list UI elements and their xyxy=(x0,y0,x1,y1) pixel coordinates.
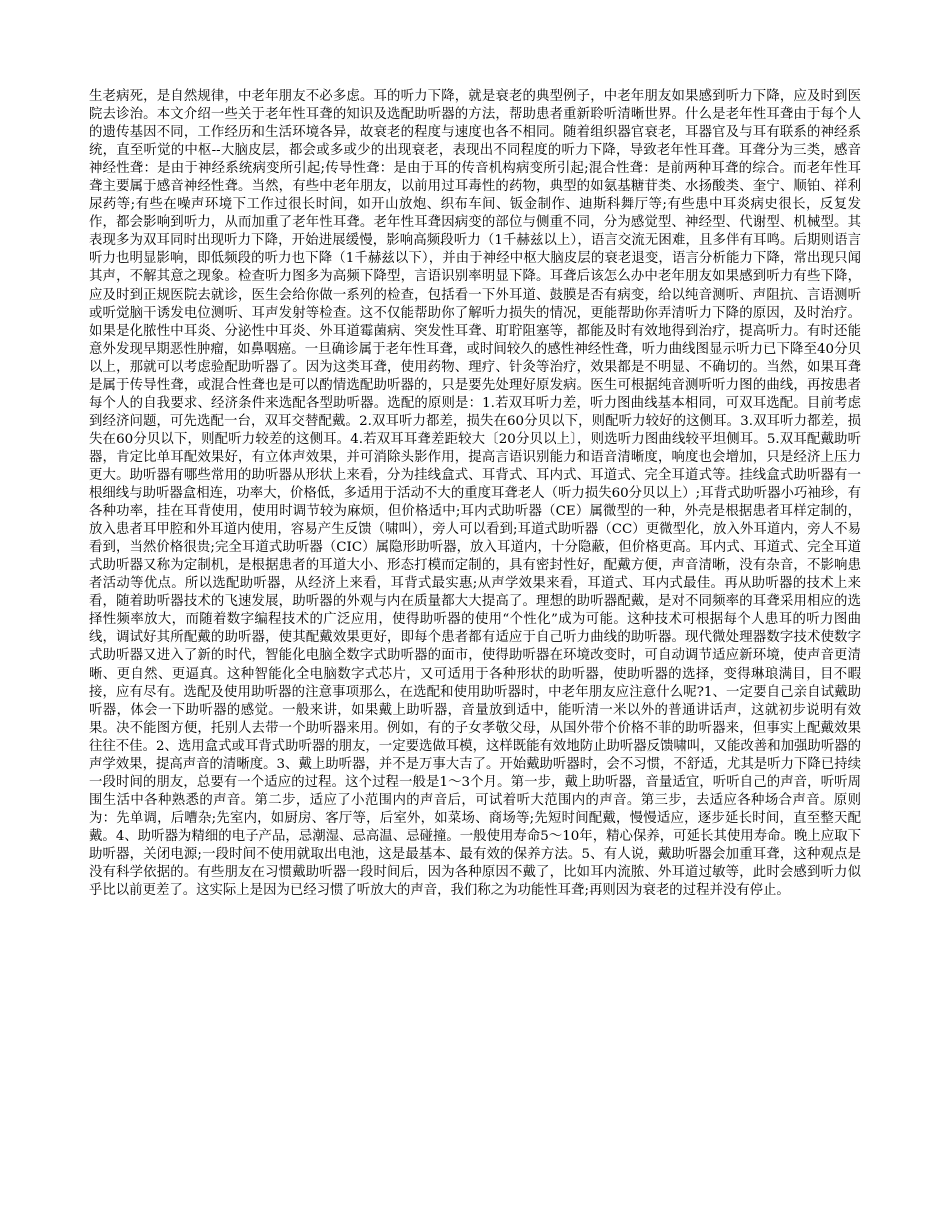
article-body-paragraph: 生老病死，是自然规律，中老年朋友不必多虑。耳的听力下降，就是衰老的典型例子，中老年朋友如果感到听力下降，应及时到医院去诊治。本文介绍一些关于老年性耳聋的知识及选配助听器的方法，帮助患者重新聆听清晰世界。什么是老年性耳聋由于每个人的遗传基因不同，工作经历和生活环境各异，故衰老的程度与速度也各不相同。随着组织器官衰老，耳器官及与耳有联系的神经系统，直至听觉的中枢--大脑皮层，都会或多或少的出现衰老，表现出不同程度的听力下降，导致老年性耳聋。耳聋分为三类，感音神经性聋：是由于神经系统病变所引起;传导性聋：是由于耳的传音机构病变所引起;混合性聋：是前两种耳聋的综合。而老年性耳聋主要属于感音神经性聋。当然，有些中老年朋友，以前用过耳毒性的药物，典型的如氨基糖苷类、水扬酸类、奎宁、顺铂、祥利尿药等;有些在噪声环境下工作过很长时间，如开山放炮、织布车间、钣金制作、迪斯科舞厅等;有些患中耳炎病史很长，反复发作，都会影响到听力，从而加重了老年性耳聋。老年性耳聋因病变的部位与侧重不同，分为感觉型、神经型、代谢型、机械型。其表现多为双耳同时出现听力下降，开始进展缓慢，影响高频段听力（1千赫兹以上），语言交流无困难，且多伴有耳鸣。后期则语言听力也明显影响，即低频段的听力也下降（1千赫兹以下），并由于神经中枢大脑皮层的衰老退变，语言分析能力下降，常出现只闻其声，不解其意之现象。检查听力图多为高频下降型，言语识别率明显下降。耳聋后该怎么办中老年朋友如果感到听力有些下降，应及时到正规医院去就诊，医生会给你做一系列的检查，包括看一下外耳道、鼓膜是否有病变，给以纯音测听、声阻抗、言语测听或听觉脑干诱发电位测听、耳声发射等检查。这不仅能帮助你了解听力损失的情况，更能帮助你弄清听力下降的原因，及时治疗。如果是化脓性中耳炎、分泌性中耳炎、外耳道霉菌病、突发性耳聋、耵聍阻塞等，都能及时有效地得到治疗，提高听力。有时还能意外发现早期恶性肿瘤，如鼻咽癌。一旦确诊属于老年性耳聋，或时间较久的感性神经性聋，听力曲线图显示听力已下降至40分贝以上，那就可以考虑验配助听器了。因为这类耳聋，使用药物、理疗、针灸等治疗，效果都是不明显、不确切的。当然，如果耳聋是属于传导性聋，或混合性聋也是可以酌情选配助听器的，只是要先处理好原发病。医生可根据纯音测听听力图的曲线，再按患者每个人的自我要求、经济条件来选配各型助听器。选配的原则是：1.若双耳听力差，听力图曲线基本相同，可双耳选配。目前考虑到经济问题，可先选配一台，双耳交替配戴。2.双耳听力都差，损失在60分贝以下，则配听力较好的这侧耳。3.双耳听力都差，损失在60分贝以下，则配听力较差的这侧耳。4.若双耳耳聋差距较大〔20分贝以上〕，则选听力图曲线较平坦侧耳。5.双耳配戴助听器，肯定比单耳配效果好，有立体声效果，并可消除头影作用，提高言语识别能力和语音清晰度，响度也会增加，只是经济上压力更大。助听器有哪些常用的助听器从形状上来看，分为挂线盒式、耳背式、耳内式、耳道式、完全耳道式等。挂线盒式助听器有一根细线与助听器盒相连，功率大，价格低，多适用于活动不大的重度耳聋老人（听力损失60分贝以上）;耳背式助听器小巧袖珍，有各种功率，挂在耳背使用，使用时调节较为麻烦，但价格适中;耳内式助听器（CE）属微型的一种，外壳是根据患者耳样定制的，放入患者耳甲腔和外耳道内使用，容易产生反馈（啸叫），旁人可以看到;耳道式助听器（CC）更微型化，放入外耳道内，旁人不易看到，当然价格很贵;完全耳道式助听器（CIC）属隐形助听器，放入耳道内，十分隐蔽，但价格更高。耳内式、耳道式、完全耳道式助听器又称为定制机，是根据患者的耳道大小、形态打模而定制的，具有密封性好，配戴方便，声音清晰，没有杂音，不影响患者活动等优点。所以选配助听器，从经济上来看，耳背式最实惠;从声学效果来看，耳道式、耳内式最佳。再从助听器的技术上来看，随着助听器技术的飞速发展，助听器的外观与内在质量都大大提高了。理想的助听器配戴，是对不同频率的耳聋采用相应的选择性频率放大，而随着数字编程技术的广泛应用，使得助听器的使用“个性化”成为可能。这种技术可根据每个人患耳的听力图曲线，调试好其所配戴的助听器，使其配戴效果更好，即每个患者都有适应于自己听力曲线的助听器。现代微处理器数字技术使数字式助听器又进入了新的时代，智能化电脑全数字式助听器的面市，使得助听器在环境改变时，可自动调节适应新环境，使声音更清晰、更自然、更逼真。这种智能化全电脑数字式芯片，又可适用于各种形状的助听器，使助听器的选择，变得琳琅满目，目不暇接，应有尽有。选配及使用助听器的注意事项那么，在选配和使用助听器时，中老年朋友应注意什么呢?1、一定要自己亲自试戴助听器，体会一下助听器的感觉。一般来讲，如果戴上助听器，音量放到适中，能听清一米以外的普通讲话声，这就初步说明有效果。决不能图方便，托别人去带一个助听器来用。例如，有的子女孝敬父母，从国外带个价格不菲的助听器来，但事实上配戴效果往往不佳。2、选用盒式或耳背式助听器的朋友，一定要选做耳模，这样既能有效地防止助听器反馈啸叫，又能改善和加强助听器的声学效果，提高声音的清晰度。3、戴上助听器，并不是万事大吉了。开始戴助听器时，会不习惯，不舒适，尤其是听力下降已持续一段时间的朋友，总要有一个适应的过程。这个过程一般是1～3个月。第一步，戴上助听器，音量适宜，听听自己的声音，听听周围生活中各种熟悉的声音。第二步，适应了小范围内的声音后，可试着听大范围内的声音。第三步，去适应各种场合声音。原则为：先单调，后嘈杂;先室内，如厨房、客厅等，后室外，如菜场、商场等;先短时间配戴，慢慢适应，逐步延长时间，直至整天配戴。4、助听器为精细的电子产品，忌潮湿、忌高温、忌碰撞。一般使用寿命5～10年，精心保养，可延长其使用寿命。晚上应取下助听器，关闭电源;一段时间不使用就取出电池，这是最基本、最有效的保养方法。5、有人说，戴助听器会加重耳聋，这种观点是没有科学依据的。有些朋友在习惯戴助听器一段时间后，因为各种原因不戴了，比如耳内流脓、外耳道过敏等，此时会感到听力似乎比以前更差了。这实际上是因为已经习惯了听放大的声音，我们称之为功能性耳聋;再则因为衰老的过程并没有停止。 xyxy=(89,89,861,899)
document-page xyxy=(89,88,861,900)
